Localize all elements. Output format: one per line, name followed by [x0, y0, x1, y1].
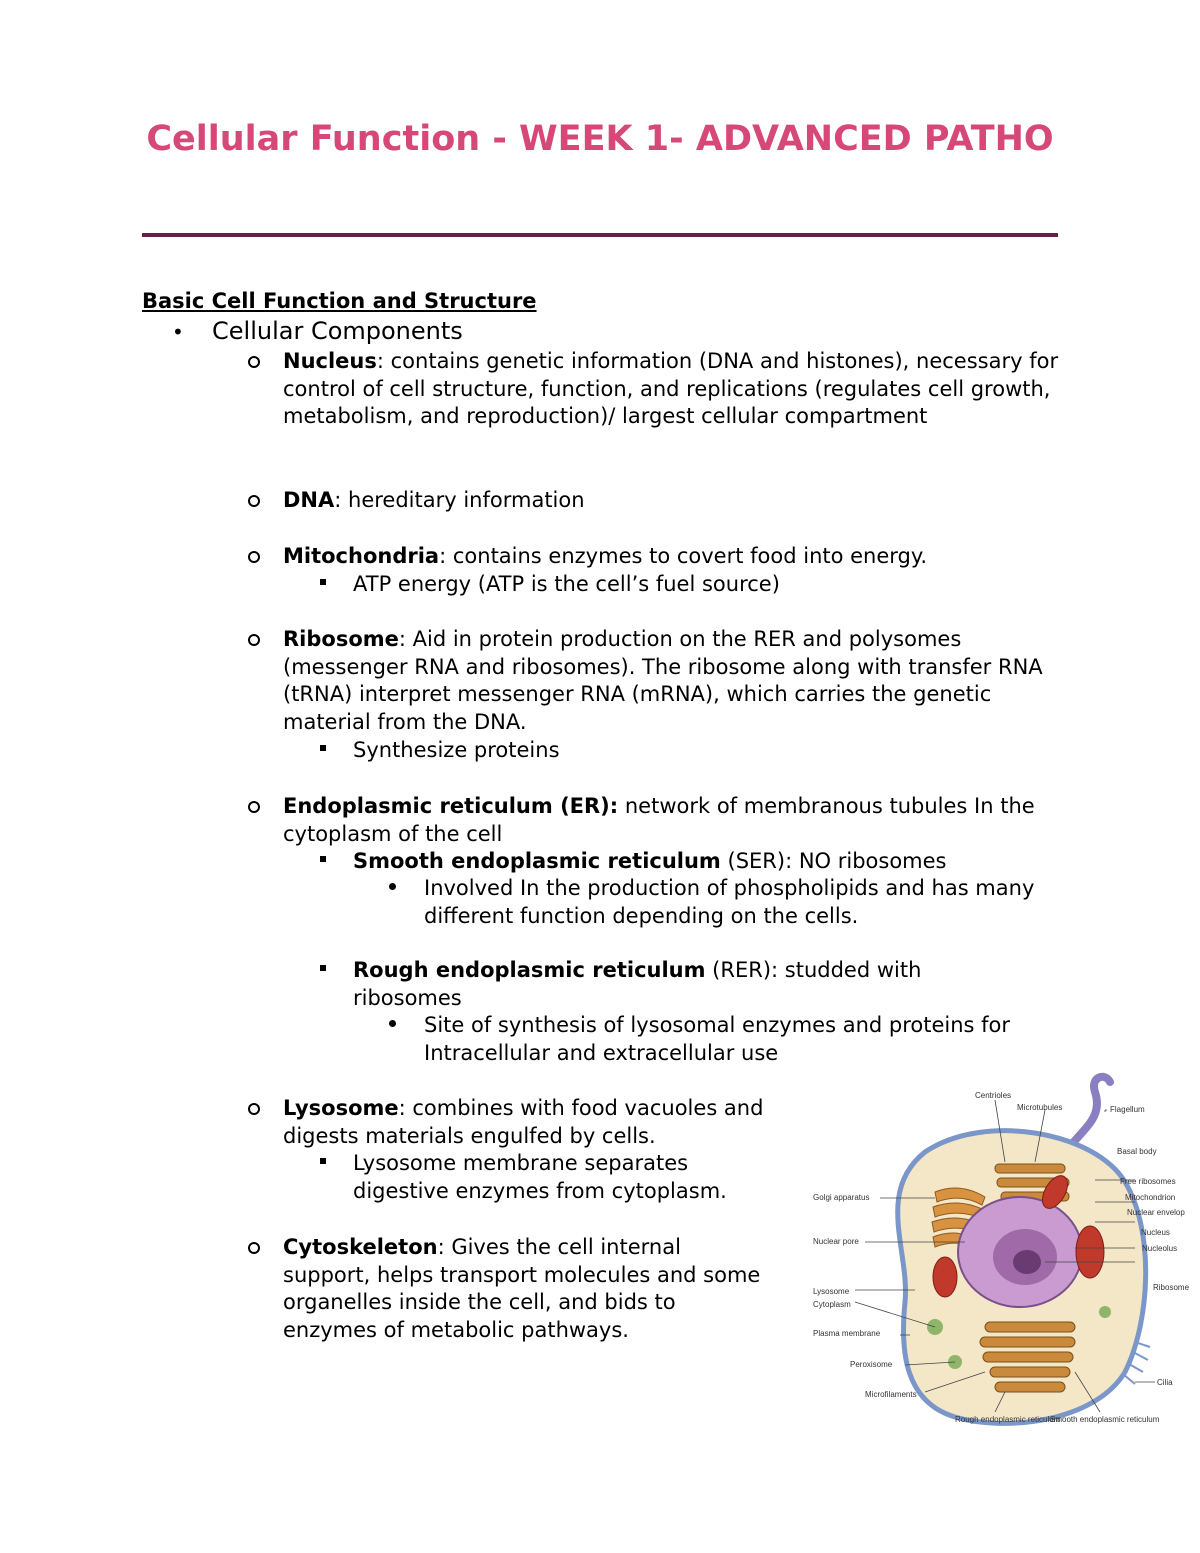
document-title: Cellular Function - WEEK 1- ADVANCED PATHO [146, 119, 1054, 159]
label-rough-er: Rough endoplasmic reticulum [955, 1415, 1061, 1424]
nucleus-item [283, 348, 1063, 431]
definition: : Gives the cell internal support, helps transport molecules and some organelles inside the cell, and bids to enzymes of metabolic pathways. [283, 1235, 761, 1342]
circle-bullet-icon [248, 356, 260, 368]
label-mitochondrion: Mitochondrion [1125, 1193, 1176, 1202]
term: Smooth endoplasmic reticulum [353, 849, 721, 873]
lysosome-item [283, 1095, 783, 1150]
label-nucleolus: Nucleolus [1142, 1244, 1178, 1253]
square-bullet-icon [320, 965, 326, 971]
circle-bullet-icon [248, 495, 260, 507]
square-bullet-icon [320, 1158, 326, 1164]
label-peroxisome: Peroxisome [850, 1360, 893, 1369]
definition: network of membranous tubules In the cytoplasm of the cell [283, 794, 1035, 846]
dot-bullet-icon [389, 883, 396, 890]
rer-detail: Site of synthesis of lysosomal enzymes and proteins for Intracellular and extracellular use [424, 1013, 1011, 1065]
circle-bullet-icon [248, 801, 260, 813]
definition: : hereditary information [334, 488, 585, 512]
term: Endoplasmic reticulum (ER): [283, 794, 619, 818]
label-lysosome: Lysosome [813, 1287, 850, 1296]
label-cilia: Cilia [1157, 1378, 1173, 1387]
term: Lysosome [283, 1096, 399, 1120]
label-golgi: Golgi apparatus [813, 1193, 870, 1202]
label-free-ribosomes: Free ribosomes [1120, 1177, 1176, 1186]
term: Ribosome [283, 627, 399, 651]
dot-bullet-icon [389, 1020, 396, 1027]
definition: : contains enzymes to covert food into energy. [439, 544, 927, 568]
term: Nucleus [283, 349, 377, 373]
label-nucleus: Nucleus [1141, 1228, 1170, 1237]
square-bullet-icon [320, 579, 326, 585]
square-bullet-icon [320, 745, 326, 751]
definition: (RER): studded with ribosomes [353, 958, 922, 1010]
term: DNA [283, 488, 335, 512]
label-nuclear-pore: Nuclear pore [813, 1237, 859, 1246]
label-flagellum: Flagellum [1110, 1105, 1145, 1114]
term: Rough endoplasmic reticulum [353, 958, 706, 982]
term: Cytoskeleton [283, 1235, 438, 1259]
title-divider [142, 233, 1058, 237]
definition: : contains genetic information (DNA and histones), necessary for control of cell structure, function, and replications (regulates cell growth, metabolism, and reproduction)/ largest cellular compartment [283, 349, 1059, 428]
cytoskeleton-item [283, 1234, 773, 1344]
ribosome-item [283, 626, 1063, 736]
label-microtubules: Microtubules [1017, 1103, 1063, 1112]
definition: (SER): NO ribosomes [720, 849, 947, 873]
ribosome-subitem: Synthesize proteins [353, 738, 560, 762]
term: Mitochondria [283, 544, 440, 568]
section-heading: Basic Cell Function and Structure [142, 289, 537, 313]
circle-bullet-icon [248, 551, 260, 563]
label-ribosome: Ribosome [1153, 1283, 1190, 1292]
label-basal-body: Basal body [1117, 1147, 1157, 1156]
rer-subitem [353, 957, 1013, 1012]
label-nuclear-envelope: Nuclear envelop [1127, 1208, 1185, 1217]
definition: : Aid in protein production on the RER and polysomes (messenger RNA and ribosomes). The ribosome along with transfer RNA (tRNA) interpret messenger RNA (mRNA), which carries the genetic material from the DNA. [283, 627, 1043, 734]
label-smooth-er: Smooth endoplasmic reticulum [1050, 1415, 1160, 1424]
mitochondria-item [283, 543, 1063, 571]
mitochondria-subitem: ATP energy (ATP is the cell’s fuel source) [353, 572, 780, 596]
square-bullet-icon [320, 856, 326, 862]
cell-diagram [805, 1072, 1190, 1450]
label-plasma-membrane: Plasma membrane [813, 1329, 881, 1338]
definition: : combines with food vacuoles and digests materials engulfed by cells. [283, 1096, 764, 1148]
label-centrioles: Centrioles [975, 1091, 1012, 1100]
ser-detail: Involved In the production of phospholipids and has many different function depending on the cells. [424, 876, 1035, 928]
circle-bullet-icon [248, 1242, 260, 1254]
bullet-icon: • [172, 320, 184, 344]
er-item [283, 793, 1063, 848]
circle-bullet-icon [248, 634, 260, 646]
dna-item [283, 487, 1063, 515]
label-cytoplasm: Cytoplasm [813, 1300, 851, 1309]
circle-bullet-icon [248, 1103, 260, 1115]
ser-subitem [353, 848, 1053, 876]
level1-bullet-text: Cellular Components [212, 317, 463, 345]
label-microfilaments: Microfilaments [865, 1390, 917, 1399]
lysosome-subitem: Lysosome membrane separates digestive enzymes from cytoplasm. [353, 1151, 727, 1203]
